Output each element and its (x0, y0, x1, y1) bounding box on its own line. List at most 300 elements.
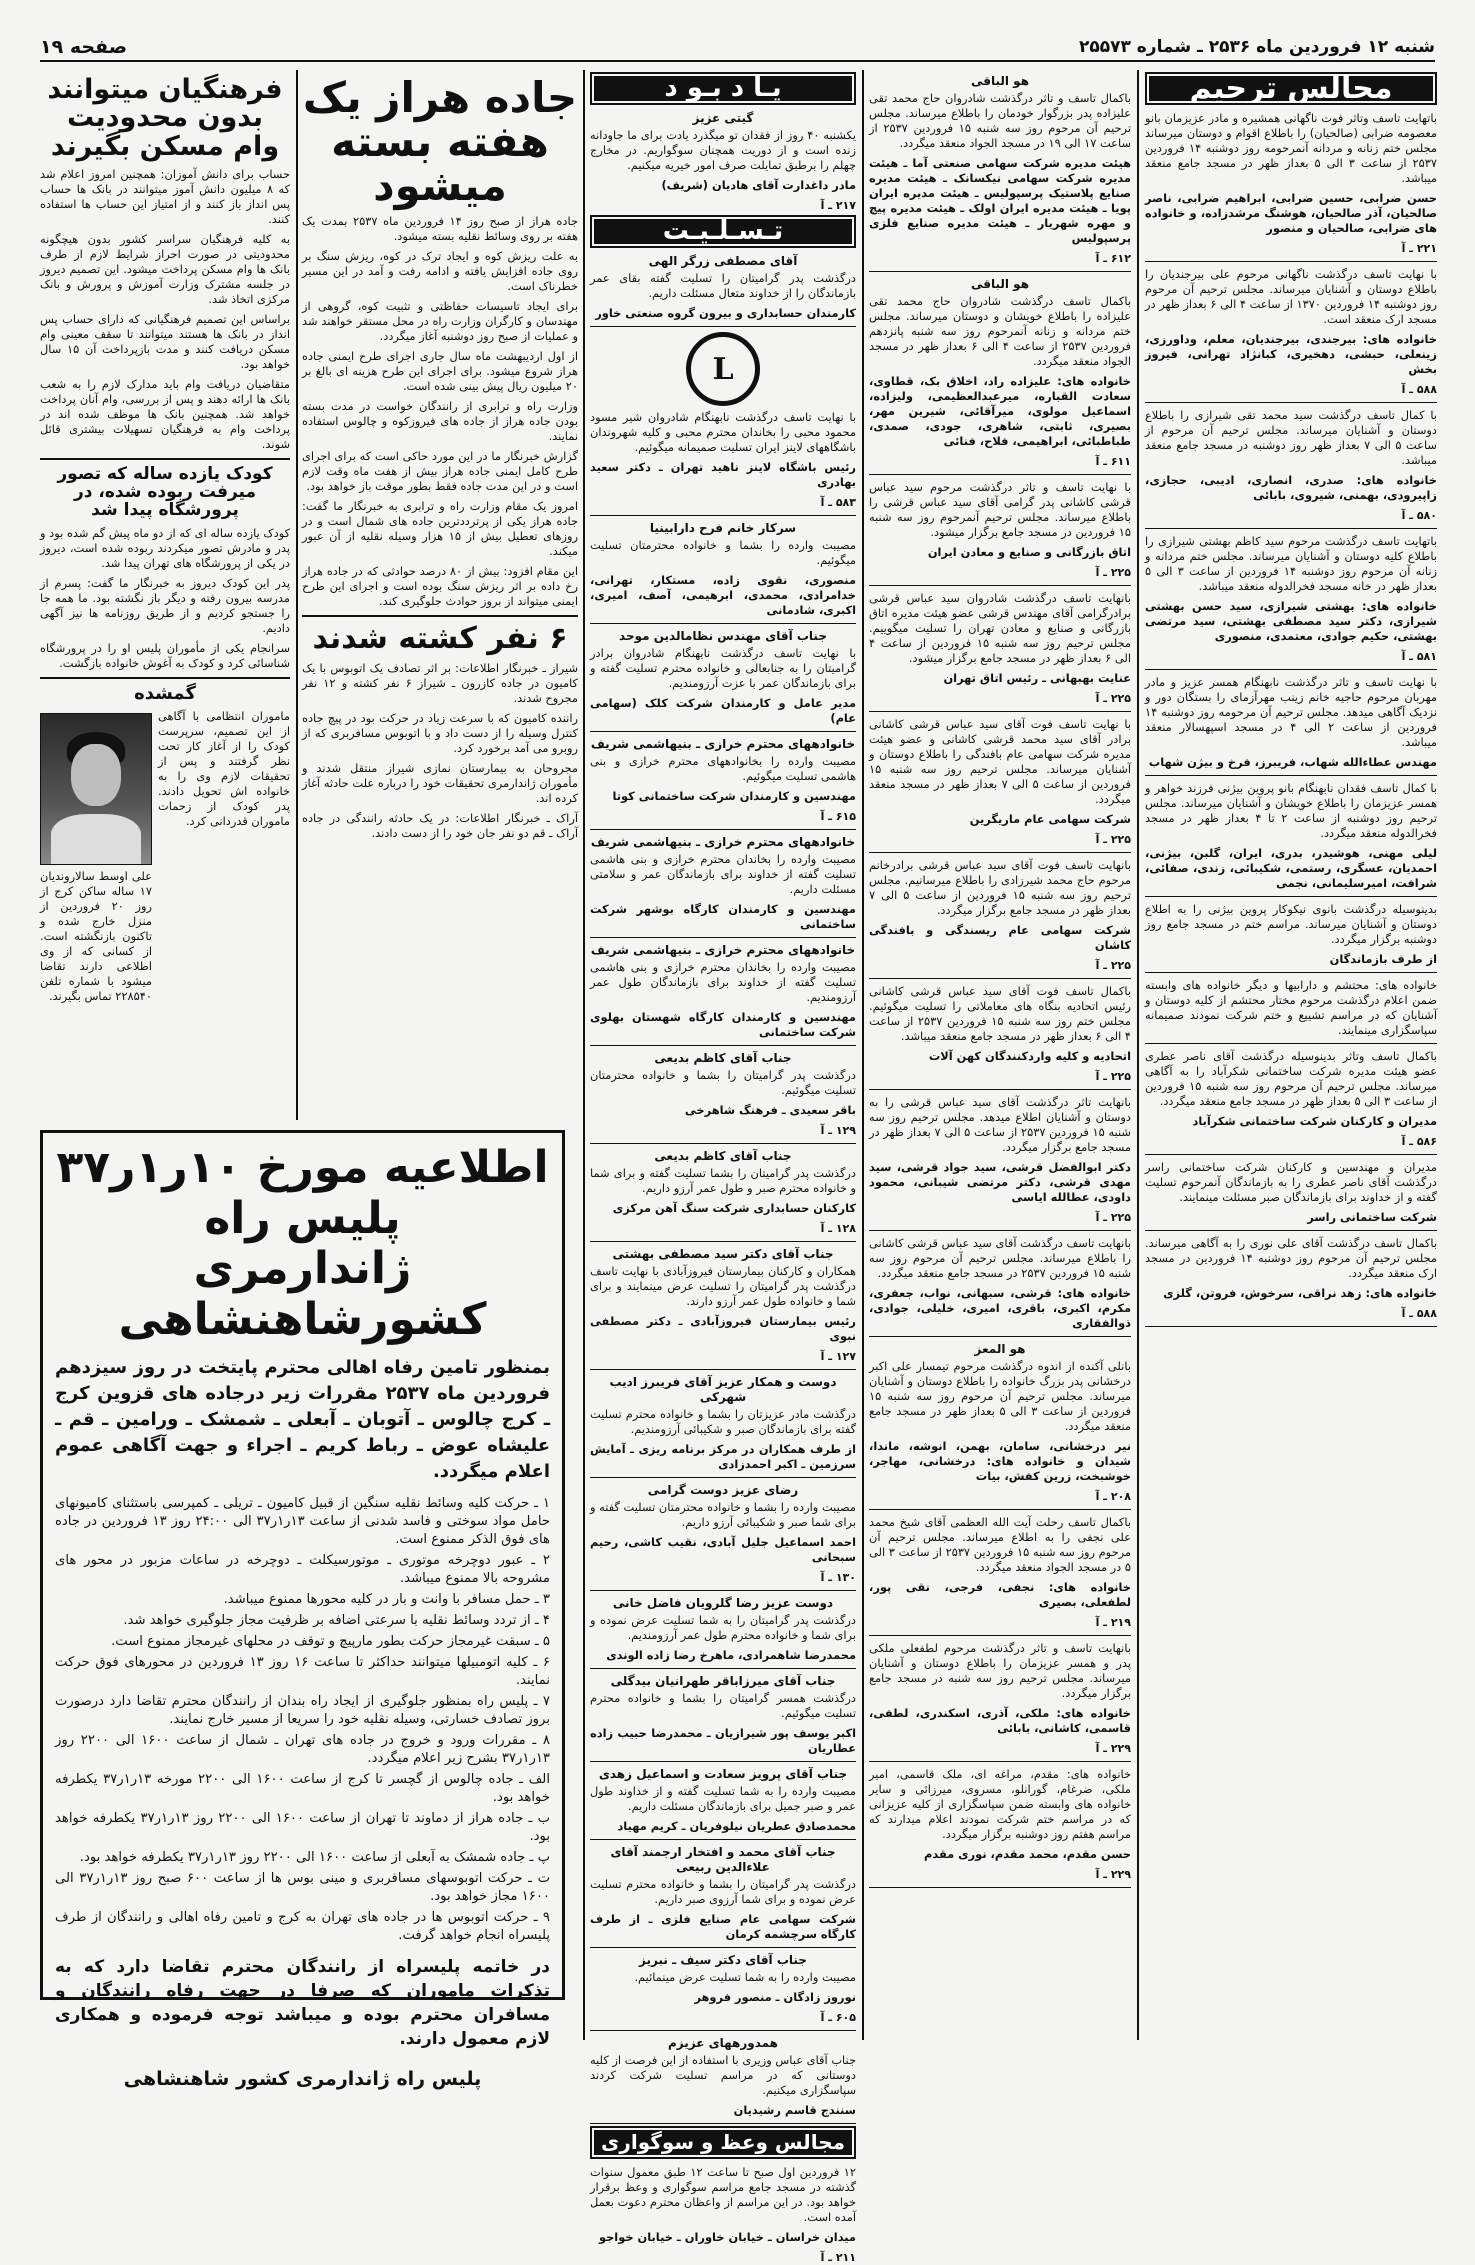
notice-body: ۱۲ فروردین اول صبح تا ساعت ۱۲ طبق معمول سنوات گذشته در مسجد جامع مراسم سوگواری و وعظ برقرار خواهد بود. در این مراسم از واعظان محترم دعوت بعمل آمده است. (590, 2165, 856, 2224)
notice-heading: خانوادههای محترم خرازی ـ بنیهاشمی شریف (590, 835, 856, 849)
notice-signers: میدان خراسان ـ خیابان خاوران ـ خیابان خواجو (598, 2230, 856, 2244)
headline-road-closure: جاده هراز یک هفته بسته میشود (302, 73, 578, 211)
notice-signers: مدیران و کارکنان شرکت ساختمانی شکرآباد (1192, 1114, 1437, 1128)
notice-body: بانهایت تاسف درگذشت شادروان سید عباس قرشی برادرگرامی آقای مهندس قرشی عضو هیئت مدیره اتاق بازرگانی و صنایع و معادن تهران را تسلیت میگوییم. مجلس ترحیم روز سه شنبه ۱۵ فروردین از ساعت ۴ الی ۶ بعداز ظهر در مسجد جامع برگزار میشود. (869, 591, 1132, 665)
notice (1145, 1049, 1437, 1149)
article-paragraph: کودک یازده ساله ای که از دو ماه پیش گم شده بود و پدر و مادرش تصور میکردند ربوده شده است، دیروز در یکی از پرورشگاه های تهران پیدا شد. (40, 525, 290, 570)
missing-person-text: علی اوسط سالاروندیان ۱۷ ساله ساکن کرج از روز ۲۰ فروردین از منزل خارج شده و تاکنون بازنگشته است. از کسانی که از وی اطلاعی دارند تقاضا میشود با شماره تلفن ۲۲۸۵۴۰ تماس بگیرند. (40, 869, 152, 1004)
divider (869, 1887, 1131, 1888)
ad-code: ۱۲۸ ـ آ (820, 1222, 856, 1235)
notice-signers: از طرف بازماندگان (1329, 952, 1437, 966)
divider (590, 1045, 856, 1046)
notice-signers: خانواده های: ملکی، آذری، اسکندری، لطفی، قاسمی، کاشانی، بابائی (869, 1706, 1131, 1735)
article-missing-child (40, 526, 290, 671)
notice (590, 1247, 856, 1364)
notice-signers: سنندج قاسم رشیدیان (733, 2103, 856, 2117)
memorial-notice-list (1145, 111, 1437, 1327)
article-paragraph: ۵ ـ سبقت غیرمجاز حرکت بطور مارپیچ و توقف در محلهای غیرمجاز ممنوع است. (111, 1634, 550, 1650)
notice-signers: عنایت بهبهانی ـ رئیس اتاق تهران (943, 671, 1131, 685)
notice-signers: منصوری، نقوی زاده، مستکار، تهرانی، خدامرادی، محمدی، ابرهیمی، آصف، امیری، اکبری، شادمانی (590, 573, 856, 617)
notice-heading: همدورههای عزیزم (667, 2036, 778, 2050)
notice (590, 737, 856, 824)
notice (869, 1767, 1131, 1882)
article-paragraph: امروز یک مقام وزارت راه و ترابری به خبرنگار ما گفت: جاده هراز یکی از پرترددترین جاده های شمال است و در روزهای تعطیل بیش از ۱۵ هزار وسیله نقلیه از آن عبور میکند. (302, 499, 579, 559)
ad-code: ۶۱۵ ـ آ (820, 810, 856, 823)
notice-signers: شرکت سهامی عام صنایع فلزی ـ از طرف کارگاه سرچشمه کرمان (590, 1912, 856, 1941)
notice-body: با نهایت تاسف فوت آقای سید عباس قرشی کاشانی برادر آقای سید محمد قرشی کاشانی و عضو هیئت مدیره شرکت سهامی عام بافندگی را باطلاع دوستان و آشنایان میرساند. مجلس ترحیم روز سه شنبه ۱۵ فروردین از ساعت ۵ الی ۷ بعداز ظهر در مسجد منعقد میگردد. (869, 717, 1131, 806)
ad-code: ۶۰۵ ـ آ (820, 2011, 856, 2024)
notice-body: مصیبت وارده را بخاندان محترم خرازی و بنی هاشمی تسلیت گفته از خداوند برای بازماندگان عمر و سلامتی مسئلت داریم. (590, 852, 856, 896)
notice-body: بانلی آکنده از اندوه درگذشت مرحوم تیمسار علی اکبر درخشانی پدر بزرگ خانواده را باطلاع دوستان و آشنایان میرساند. مجلس ترحیم آن مرحوم روز سه شنبه ۱۵ فروردین از ساعت ۳ الی ۵ بعداز ظهر در مسجد جامع منعقد میگردد. (869, 1359, 1131, 1433)
page-header (40, 34, 1435, 62)
article-paragraph: ۳ ـ حمل مسافر با وانت و بار در کلیه محورها ممنوع میباشد. (223, 1592, 550, 1608)
notice-signers: اتحادیه و کلیه واردکنندگان کهن آلات (928, 1049, 1131, 1063)
notice-title-line2: ژاندارمری کشورشاهنشاهی (118, 1243, 487, 1345)
divider (869, 1509, 1131, 1510)
notice-body: درگذشت پدر گرامیتان را بشما و خانواده محترمتان تسلیت میگوئیم. (590, 1068, 856, 1097)
notice-signers: لیلی مهنی، هوشیدر، بدری، ایران، گلبن، بیژنی، احمدیان، عسگری، رستمی، شکیبائی، زندی، صفائی، شرافت، امیرسلیمانی، نجمی (1145, 846, 1437, 890)
headline-missing-person: گمشده (134, 682, 196, 704)
notice-signers: خانواده های: زهد نراقی، سرخوش، فروتن، گلزی (1163, 1286, 1437, 1300)
section-title-memorials: مجالس ترحیم (1149, 76, 1433, 101)
notice (1145, 978, 1437, 1038)
notice-signers: نیر درخشانی، سامان، بهمن، انوشه، ماندا، شیدان و خانواده های: درخشانی، مهاجر، خوشبخت، زرین کفش، بیات (869, 1439, 1131, 1483)
notice (1145, 781, 1437, 891)
notice-heading: جناب آقای محمد و افتخار ارجمند آقای علاءالدین ربیعی (610, 1845, 836, 1874)
notice-signers: مهندسین و کارمندان کارگاه شهستان بهلوی شرکت ساختمانی (590, 1010, 856, 1039)
notice-heading: آقای مصطفی زرگر الهی (648, 254, 798, 268)
notice-body: درگذشت پدر گرامیتان را تسلیت گفته بقای عمر بازماندگان را از خداوند متعال مسئلت داریم. (590, 271, 856, 300)
notice-body: یکشنبه ۴۰ روز از فقدان تو میگذرد یادت برای ما جاودانه زنده است و از دوریت همچنان سوگواریم. در مخارج چهلم را برطبق تمایلت صرف امور خیریه میکنیم. (590, 128, 856, 172)
article-paragraph: وزارت راه و ترابری از رانندگان خواست در مدت بسته بودن جاده هراز از جاده های فیروزکوه و چالوس استفاده نمایند. (302, 399, 578, 444)
notice-body: درگذشت مادر عزیزتان را بشما و خانواده محترم تسلیت گفته برای بازماندگان صبر و شکیبائی آرزومندیم. (590, 1407, 856, 1436)
article-paragraph: مجروحان به بیمارستان نمازی شیراز منتقل شدند و مأموران ژاندارمری تحقیقات خود را درباره علت حادثه آغاز کرده اند. (302, 760, 578, 805)
notice-heading: دوست و همکار عزیز آقای فریبرز ادیب شهرکی (609, 1375, 837, 1404)
article-paragraph: ۶ ـ کلیه اتومبیلها میتوانند حداکثر تا ساعت ۱۶ روز ۱۳ فروردین در محورهای فوق حرکت نمایند. (55, 1655, 550, 1689)
divider (1145, 528, 1437, 529)
article-paragraph: ۹ ـ حرکت اتوبوس ها در جاده های تهران به کرج و تامین رفاه اهالی و رانندگان از طرف پلیسراه انجام خواهد گرفت. (55, 1910, 550, 1944)
divider (590, 1761, 856, 1762)
divider (1145, 1043, 1437, 1044)
notice-body: باکمال تاسف درگذشت شادروان حاج محمد تقی علیزاده را باطلاع خویشان و دوستان میرساند. مجلس ختم مردانه و زنانه آنمرحوم روز سه شنبه پانزدهم فروردین ۲۵۳۷ از ساعت ۴ الی ۶ بعداز ظهر در مسجد الجواد منعقد میگردد. (869, 294, 1131, 368)
article-paragraph: براساس این تصمیم فرهنگیانی که دارای حساب پس انداز در بانک ها هستند میتوانند تا سقف معینی وام مسکن دریافت کنند و مدت بازپرداخت آن ۱۵ سال خواهد بود. (40, 312, 290, 372)
divider (1145, 972, 1437, 973)
notice-signers: خانواده های: علیزاده راد، اخلاق بک، قطاوی، سعادت القباره، میرعبدالعظیمی، ولیزاده، اسماعیل مولوی، میرآقائی، شیرین مهر، بصیری، ثابتی، شاهری، جودی، صمدی، طباطبائی، ابراهیمی، فلاح، فنائی (869, 374, 1131, 448)
notice-body: مدیران و مهندسین و کارکنان شرکت ساختمانی راسر درگذشت آقای ناصر عطری را به بازماندگان آنمرحوم تسلیت گفته و از خداوند برای بازماندگان صبر مسئلت مینمایند. (1145, 1160, 1437, 1204)
notice (590, 1953, 856, 2025)
notice-signoff: پلیس راه ژاندارمری کشور شاهنشاهی (123, 2068, 482, 2091)
notice (1145, 1236, 1437, 1321)
notice-body: باکمال تاسف و تاثر درگذشت شادروان حاج محمد تقی علیزاده پدر بزرگوار خودمان را باطلاع میرساند. مجلس ترحیم آن مرحوم روز سه شنبه ۱۵ فروردین ۲۵۳۷ از ساعت ۱۷ الی ۱۹ در مسجد الجواد منعقد میگردد. (869, 91, 1132, 150)
article-paragraph: الف ـ جاده چالوس از گچسر تا کرج از ساعت ۱۶۰۰ الی ۲۲۰۰ مورخه ۱۳ر۱ر۳۷ یکطرفه خواهد بود. (55, 1772, 550, 1806)
divider (869, 271, 1131, 272)
divider (1145, 775, 1437, 776)
notice-signers: دکتر ابوالفضل قرشی، سید جواد قرشی، سید مهدی قرشی، دکتر مرتضی شیبانی، محمود داودی، عطالله ایاسی (869, 1160, 1131, 1204)
notice (1145, 902, 1437, 967)
missing-person-police-note (158, 709, 290, 1009)
notice-heading: هو الباقی (970, 277, 1030, 291)
notice-body: جناب آقای عباس وزیری با استفاده از این فرصت از کلیه دوستانی که در مراسم تسلیت شرکت کردند سپاسگزاری میکنیم. (590, 2053, 856, 2097)
column-rule (862, 70, 864, 2040)
notice-body: مصیبت وارده را بخانوادههای محترم خرازی و بنی هاشمی تسلیت میگوئیم. (590, 754, 856, 783)
notice (590, 1674, 856, 1756)
ad-code: ۶۱۲ ـ آ (1095, 252, 1131, 265)
notice-body: با نهایت تاسف و تاثر درگذشت نابهنگام همسر عزیز و مادر مهربان مرحوم حاجیه خانم زینب مهرآزمای را بستگان دور و نزدیک آگاهی میدهد. مجلس ترحیم آن مرحومه روز دوشنبه ۱۴ فروردین از ساعت ۲ الی ۴ در مسجد اسپهسالار منعقد میباشد. (1145, 675, 1438, 749)
ad-code: ۵۸۸ ـ آ (1401, 1307, 1437, 1320)
article-teacher-loans (40, 167, 290, 452)
notice-body: بدینوسیله درگذشت بانوی نیکوکار پروین بیژنی را به اطلاع دوستان و آشنایان میرساند. مراسم ختم در مسجد جامع روز دوشنبه برگزار میگردد. (1145, 902, 1437, 946)
notice-body: مصیبت وارده را به شما تسلیت عرض مینمائیم. (634, 1970, 856, 1984)
column-news-education (40, 76, 290, 1116)
notice-signers: احمد اسماعیل جلیل آبادی، نقیب کاشی، رحیم سبحانی (590, 1535, 856, 1564)
ad-code: ۶۱۱ ـ آ (1095, 455, 1131, 468)
divider (869, 711, 1131, 712)
condolence-notice-list (590, 254, 856, 2124)
divider (590, 1369, 856, 1370)
notice (869, 984, 1131, 1084)
missing-person-block (40, 709, 290, 1009)
notice-body: خانواده های: مقدم، مراغه ای، ملک قاسمی، امیر ملکی، ضرغام، گورانلو، مسروی، میرزائی و سایر خانواده های وابسته ضمن سپاسگزاری از کلیه عزیزانی که در مراسم ختم شرکت نمودند اعلام میدارند که مراسم هفتم روز دوشنبه برگزار میگردد. (869, 1767, 1131, 1841)
article-paragraph: برای ایجاد تاسیسات حفاظتی و تثبیت کوه، گروهی از مهندسان و کارگران وزارت راه در محل مستقر خواهند شد و عملیات از صبح روز دوشنبه آغاز میگردد. (302, 299, 578, 344)
yadbud-notice (590, 111, 856, 213)
headline-missing-child: کودک یازده ساله که تصور میرفت ربوده شده، در پرورشگاه پیدا شد (57, 464, 273, 520)
missing-person-photo-wrap (40, 709, 152, 1009)
divider (590, 1477, 856, 1478)
notice-body: مصیبت وارده را بخاندان محترم خرازی و بنی هاشمی تسلیت گفته از خداوند برای بازماندگان طول عمر آرزومندیم. (590, 960, 856, 1004)
ad-code: ۲۲۹ ـ آ (1095, 1742, 1131, 1755)
ad-code: ۲۲۵ ـ آ (1095, 692, 1131, 705)
article-paragraph: ب ـ جاده هراز از دماوند تا تهران از ساعت ۱۶۰۰ الی ۲۲۰۰ روز ۱۳ر۱ر۳۷ یکطرفه خواهد بود. (55, 1811, 551, 1845)
article-six-killed (302, 661, 578, 841)
column-rule (1137, 70, 1139, 2040)
notice (1145, 534, 1437, 664)
notice-body: بانهایت تاثر درگذشت آقای سید عباس قرشی را به دوستان و آشنایان اطلاع میدهد. مجلس ترحیم روز سه شنبه ۱۵ فروردین ۲۵۳۷ از ساعت ۵ الی ۷ بعداز ظهر در مسجد جامع برگزار میگردد. (869, 1095, 1131, 1154)
notice-signers: نوروز زادگان ـ منصور فروهر (694, 1990, 856, 2004)
notice-body: مصیبت وارده را بشما و خانواده محترمتان تسلیت گفته و برای شما صبر و شکیبائی آرزو داریم. (590, 1500, 856, 1529)
notice-signers: محمدرضا شاهمرادی، ماهرخ رضا زاده الوندی (606, 1648, 856, 1662)
divider (590, 829, 856, 830)
ad-code: ۲۲۵ ـ آ (1095, 959, 1131, 972)
ad-code: ۵۸۸ ـ آ (1401, 383, 1437, 396)
article-paragraph: این مقام افزود: بیش از ۸۰ درصد حوادثی که در جاده هراز رخ داده بر اثر ریزش سنگ بوده است و اجرای این طرح ایمنی میتواند از بروز حوادث جلوگیری کند. (302, 564, 578, 609)
divider (590, 1241, 856, 1242)
ad-code: ۲۲۵ ـ آ (1095, 1070, 1131, 1083)
lions-emblem: L (686, 332, 760, 406)
column-news-roads (302, 73, 579, 1116)
section-title-condolence: تـسـلـیـت (594, 219, 852, 244)
ad-code: ۲۱۹ ـ آ (1095, 1616, 1131, 1629)
ad-code: ۱۳۰ ـ آ (820, 1571, 856, 1584)
divider (590, 515, 856, 516)
divider (1145, 261, 1437, 262)
article-paragraph: ۴ ـ از تردد وسائط نقلیه با سرعتی اضافه بر ظرفیت مجاز جلوگیری خواهد شد. (123, 1613, 550, 1629)
notice-body: با نهایت تاسف درگذشت ناگهانی مرحوم علی بیرجندیان را باطلاع دوستان و آشنایان میرساند. مجلس ترحیم آن مرحوم روز دوشنبه ۱۴ فروردین ۱۳۷۰ از ساعت ۴ الی ۶ بعداز ظهر در مسجد ارک منعقد است. (1145, 267, 1437, 326)
ad-code: ۱۲۷ ـ آ (820, 1350, 856, 1363)
notice-body: همکاران و کارکنان بیمارستان فیروزآبادی با نهایت تاسف درگذشت پدر گرامیتان را تسلیت عرض مینمایند و برای شما و خانواده طول عمر آرزو دارند. (590, 1264, 856, 1308)
article-paragraph: متقاضیان دریافت وام باید مدارک لازم را به شعب بانک ها ارائه دهند و پس از بررسی، وام آنان پرداخت خواهد شد. همچنین بانک ها موظف شده اند در پرداخت وام به فرهنگیان تسهیلات بیشتری قائل شوند. (40, 377, 290, 452)
ad-code: ۲۲۵ ـ آ (1095, 566, 1131, 579)
divider (869, 1761, 1131, 1762)
notice (869, 1236, 1131, 1331)
notice-signers: حسن مقدم، محمد مقدم، نوری مقدم (924, 1847, 1131, 1861)
notice-signers: خانواده های: نجفی، فرجی، نقی پور، لطفعلی، بصیری (869, 1580, 1131, 1609)
column-rule (583, 70, 585, 2040)
notice-body: مصیبت وارده را به شما تسلیت گفته و از خداوند طول عمر و صبر جمیل برای بازماندگان مسئلت داریم. (590, 1784, 856, 1813)
notice-heading: خانوادههای محترم خرازی ـ بنیهاشمی شریف (590, 943, 856, 957)
notice-heading: جناب آقای کاظم بدیعی (654, 1149, 792, 1163)
article-paragraph: آراک ـ خبرنگار اطلاعات: در یک حادثه رانندگی در جاده آراک ـ قم دو نفر جان خود را از دست دادند. (302, 810, 578, 840)
notice-signers: از طرف همکاران در مرکز برنامه ریزی ـ آمایش سرزمین ـ اکبر احمدزادی (590, 1442, 856, 1471)
notice (869, 277, 1131, 469)
notice-body: با نهایت تاسف درگذشت نابهنگام شادروان شیر مسود محمود محبی را بخاندان محترم محبی و کلیه شهروندان باشگاههای لاینز ایران تسلیت صمیمانه میگوئیم. (590, 410, 856, 454)
notice (869, 858, 1131, 973)
notice-signers: اکبر یوسف پور شیرازیان ـ محمدرضا حبیب زاده عطاریان (590, 1726, 856, 1755)
notice (590, 1845, 856, 1942)
notice-body: باکمال تاسف رحلت آیت الله العظمی آقای شیخ محمد علی نجفی را به اطلاع میرساند. مجلس ترحیم آن مرحوم روز سه شنبه ۱۵ فروردین ۲۵۳۷ از ساعت ۳ الی ۵ در مسجد الجواد منعقد میگردد. (869, 1515, 1131, 1574)
notice-heading: گیتی عزیز (692, 111, 754, 125)
divider (1145, 896, 1437, 897)
ad-code: ۲۲۵ ـ آ (1095, 833, 1131, 846)
ad-code: ۵۸۰ ـ آ (1401, 509, 1437, 522)
notice-signers: مهندسین و کارمندان کارگاه بوشهر شرکت ساختمانی (590, 902, 856, 931)
notice (590, 1051, 856, 1138)
notice-lead: بمنظور تامین رفاه اهالی محترم پایتخت در روز سیزدهم فروردین ماه ۲۵۳۷ مقررات زیر درجاده های قزوین کرج ـ کرج چالوس ـ آتوبان ـ آبعلی ـ شمشک ـ ورامین ـ قم ـ علیشاه عوض ـ رباط کریم ـ اجراء و جهت آگاهی عموم اعلام میگردد. (55, 1357, 550, 1483)
article-paragraph: ت ـ حرکت اتوبوسهای مسافربری و مینی بوس ها از ساعت ۶۰۰ صبح روز ۱۳ر۱ر۳۷ الی ۱۶۰۰ مجاز خواهد بود. (55, 1871, 550, 1905)
notice (869, 717, 1131, 847)
notice-signers: اتاق بازرگانی و صنایع و معادن ایران (927, 545, 1131, 559)
divider (590, 2123, 856, 2124)
issue-date: شنبه ۱۲ فروردین ماه ۲۵۳۶ ـ شماره ۲۵۵۷۳ (1078, 37, 1435, 57)
divider (1145, 402, 1437, 403)
column-rule (296, 70, 298, 1120)
article-paragraph: حساب برای دانش آموزان: همچنین امروز اعلام شد که ۸ میلیون دانش آموز میتوانند در بانک ها حساب پس انداز باز کنند و از امتیاز این حساب ها استفاده کنند. (40, 167, 291, 227)
notice-signers: هیئت مدیره شرکت سهامی صنعتی آما ـ هیئت مدیره شرکت سهامی نیکسانک ـ هیئت مدیره صنایع پلاستیک پرسپولیس ـ هیئت مدیره ایران پویا ـ هیئت مدیره ایران اولک ـ هیئت مدیره پیچ و مهره شهریار ـ هیئت مدیره صنایع فلزی پرسپولیس (869, 156, 1131, 245)
notice-signers: مهندسین و کارمندان شرکت ساختمانی کوتا (612, 789, 856, 803)
section-title-yadbud: یـا د بـو د (594, 76, 852, 101)
notice (1145, 267, 1437, 397)
notice-signers: مادر داغدارت آقای هادیان (شریف) (661, 178, 856, 192)
article-paragraph: شیراز ـ خبرنگار اطلاعات: بر اثر تصادف یک اتوبوس با یک کامیون در جاده کازرون ـ شیراز ۶ نفر کشته و ۱۲ نفر مجروح شدند. (302, 660, 578, 705)
divider (869, 1336, 1131, 1337)
headline-six-killed: ۶ نفر کشته شدند (312, 621, 568, 657)
notice-body: با نهایت تاسف درگذشت نابهنگام شادروان برادر گرامیتان را به جنابعالی و خانواده محترم تسلیت گفته و برای بازماندگان عمر با عزت آرزومندیم. (590, 646, 856, 690)
notice-body: باتهایت تاسف وتاثر فوت ناگهانی همشیره و مادر عزیزمان بانو معصومه ضرابی (صالحیان) را باطلاع اقوام و دوستان میرساند مجلس ختم زنانه و مردانه آنمرحومه روز دوشنبه ۱۴ فروردین ۲۵۳۷ از ساعت ۳ الی ۵ بعداز ظهر در مسجد جامع منعقد میباشد. (1145, 111, 1437, 185)
notice-heading: جناب آقای دکتر سیف ـ نبریز (639, 1953, 807, 1967)
notice-body: بانهایت تاسف فوت آقای سید عباس قرشی برادرخانم مرحوم حاج محمد شیرزادی را باطلاع میرسانیم. مجلس ترحیم روز سه شنبه ۱۵ فروردین از ساعت ۵ الی ۷ بعداز ظهر در مسجد جامع برگزار میگردد. (869, 858, 1131, 917)
ad-code: ۵۸۱ ـ آ (1401, 650, 1437, 663)
divider (590, 1947, 856, 1948)
divider (869, 852, 1131, 853)
notice-signers: خانواده های: قرشی، سبهانی، نواب، جعفری، مکرم، اکبری، باقری، امیری، خلیلی، جوادی، ذوالفقاری (869, 1286, 1131, 1330)
notice (590, 410, 856, 510)
article-paragraph: سرانجام یکی از مأموران پلیس او را در پرورشگاه شناسائی کرد و کودک به آغوش خانواده بازگشت. (40, 640, 290, 670)
notice-body: مصیبت وارده را بشما و خانواده محترمتان تسلیت میگوئیم. (590, 538, 856, 567)
column-memorials (1145, 70, 1437, 2030)
notice-body: درگذشت پدر گرامیتان را بشما تسلیت گفته و برای شما و خانواده محترم صبر و طول عمر آرزو داریم. (590, 1166, 856, 1195)
column-condolences (590, 70, 856, 2264)
notice (590, 521, 856, 618)
divider (1145, 1230, 1437, 1231)
divider (590, 1143, 856, 1144)
column-memorials-2 (869, 70, 1131, 2030)
notice-signers: حسن ضرابی، حسین ضرابی، ابراهیم ضرابی، ناصر صالحیان، آذر صالحیان، هوشنگ مرشدزاده، و خانواده های ضرابی، صالحیان و منصور (1145, 191, 1437, 235)
notice-signers: مهندس عطاءالله شهاب، فریبرز، فرخ و بیژن شهاب (1148, 755, 1437, 769)
notice-heading: جناب آقای کاظم بدیعی (654, 1051, 792, 1065)
notice-signers: باقر سعیدی ـ فرهنگ شاهرخی (684, 1103, 856, 1117)
notice (869, 1515, 1131, 1630)
notice-heading: هو الباقی (970, 74, 1030, 88)
notice (590, 1483, 856, 1585)
notice-signers: خانواده های: بیرجندی، بیرجندیان، معلم، وداورزی، زینعلی، حبشی، دهخیری، کبانژاد تهرانی، فیروز بخش (1145, 332, 1437, 376)
notice (1145, 1160, 1437, 1225)
ad-code: ۲۱۱ ـ آ (820, 2251, 856, 2264)
notice-signers: کارمندان حسابداری و بیرون گروه صنعتی خاور (595, 306, 856, 320)
divider (1145, 1154, 1437, 1155)
notice-signers: شرکت ساختمانی راسر (1307, 1210, 1437, 1224)
notice-body: باکمال تاسف درگذشت آقای علی نوری را به آگاهی میرساند. مجلس ترحیم آن مرحوم روز دوشنبه ۱۴ فروردین در مسجد ارک منعقد میگردد. (1145, 1236, 1437, 1280)
divider (40, 458, 290, 460)
notice (869, 591, 1131, 706)
notice-body: بانهایت تاسف درگذشت آقای سید عباس قرشی کاشانی را باطلاع میرساند. مجلس ترحیم آن مرحوم روز سه شنبه ۱۵ فروردین ۲۵۳۷ در مسجد جامع منعقد میگردد. (869, 1236, 1131, 1280)
notice-signers: مدیر عامل و کارمندان شرکت کلک (سهامی عام) (590, 696, 856, 725)
notice-body: باکمال تاسف فوت آقای سید عباس قرشی کاشانی رئیس اتحادیه بنگاه های معاملاتی را تسلیت میگوئیم. مجلس ختم روز سه شنبه ۱۵ فروردین ۲۵۳۷ از ساعت ۴ الی ۶ بعداز ظهر در مسجد جامع منعقد میباشد. (869, 984, 1132, 1043)
notice-heading: جناب آقای دکتر سید مصطفی بهشتی (612, 1247, 834, 1261)
police-note-text: ماموران انتظامی با آگاهی از این تصمیم، سرپرست کودک را از آغاز کار تحت نظر گرفتند و پس از تحقیقات لازم وی را به خانواده اش تحویل دادند. پدر کودک از زحمات ماموران قدردانی کرد. (158, 709, 290, 829)
notice-signers: کارکنان حسابداری شرکت سنگ آهن مرکزی (612, 1201, 856, 1215)
divider (590, 1839, 856, 1840)
ad-code: ۲۰۸ ـ آ (1095, 1490, 1131, 1503)
notice-body: باکمال تاسف وتاثر بدینوسیله درگذشت آقای ناصر عطری عضو هیئت مدیره شرکت ساختمانی شکرآباد را به آگاهی میرساند. مجلس ترحیم آن مرحوم روز سه شنبه ۱۵ فروردین از ساعت ۳ الی ۵ بعداز ظهر در مسجد جامع منعقد میگردد. (1145, 1049, 1437, 1108)
headline-teacher-loans: فرهنگیان میتوانند بدون محدودیت وام مسکن بگیرند (47, 74, 283, 162)
notice-signers: رئیس بیمارستان فیروزآبادی ـ دکتر مصطفی نبوی (590, 1314, 856, 1343)
ad-code: ۲۱۷ ـ آ (820, 199, 856, 212)
ad-code: ۵۸۳ ـ آ (820, 496, 856, 509)
article-paragraph: از اول اردیبهشت ماه سال جاری اجرای طرح ایمنی جاده هراز شروع میشود. برای اجرای این طرح هزینه ای بالغ بر ۲۰ میلیون ریال پیش بینی شده است. (302, 349, 578, 394)
article-paragraph: پدر این کودک دیروز به خبرنگار ما گفت: پسرم از مدرسه بیرون رفته و دیگر باز نگشته بود. ما همه جا را جستجو کردیم و از طریق روزنامه ها نیز آگهی دادیم. (40, 575, 290, 635)
notice (869, 1641, 1131, 1756)
notice (1145, 111, 1437, 256)
notice-footer: در خاتمه پلیسراه از رانندگان محترم تقاضا دارد که به تذکرات ماموران که صرفا در جهت رفاه رانندگان و مسافران محترم بوده و میباشد توجه فرموده و همکاری لازم معمول دارند. (55, 1957, 550, 2050)
ad-code: ۱۲۹ ـ آ (820, 1124, 856, 1137)
divider (590, 2030, 856, 2031)
divider (590, 937, 856, 938)
notice (1145, 675, 1437, 770)
notice (869, 74, 1131, 266)
notice-body: درگذشت پدر گرامیتان را بشما و خانواده محترم تسلیت عرض نموده و برای شما آرزوی صبر داریم. (590, 1877, 856, 1906)
police-road-notice (40, 1130, 565, 2091)
page-number: صفحه ۱۹ (40, 36, 128, 58)
notice (869, 480, 1131, 580)
ad-code: ۲۲۹ ـ آ (1095, 1868, 1131, 1881)
ad-code: ۲۲۵ ـ آ (1095, 1211, 1131, 1224)
notice-signers: شرکت سهامی عام ماریگرین (969, 812, 1131, 826)
divider (869, 1089, 1131, 1090)
ad-code: ۲۲۱ ـ آ (1401, 242, 1437, 255)
notice (590, 1149, 856, 1236)
notice (590, 629, 856, 726)
divider (40, 677, 290, 679)
notice-body: درگذشت پدر گرامیتان را به شما تسلیت عرض نموده و برای شما و خانواده محترم طول عمر آرزومندیم. (590, 1613, 856, 1642)
notice (869, 1342, 1131, 1504)
notice-signers: خانواده های: صدری، انصاری، ادیبی، حجازی، زاپیرودی، بهمنی، شیروی، بابائی (1145, 473, 1437, 502)
photo-face (71, 744, 121, 806)
article-paragraph: جاده هراز از صبح روز ۱۴ فروردین ماه ۲۵۳۷ بمدت یک هفته بر روی وسائط نقلیه بسته میشود. (302, 214, 578, 244)
notice-body: با نهایت تاسف و تاثر درگذشت مرحوم سید عباس قرشی کاشانی پدر گرامی آقای سید عباس قرشی را باطلاع میرساند. مجلس ترحیم آنمرحوم روز سه شنبه ۱۵ فروردین در مسجد جامع برگزار میشود. (869, 480, 1131, 539)
notice-heading: هو المعز (974, 1342, 1026, 1356)
section-title-sermons: مجالس وعظ و سوگواری (594, 2130, 852, 2155)
divider (1145, 1326, 1437, 1327)
notice-heading: خانوادههای محترم خرازی ـ بنیهاشمی شریف (590, 737, 856, 751)
notice-heading: جناب آقای میرزاباقر طهرانیان بیدگلی (610, 1674, 836, 1688)
divider (869, 474, 1131, 475)
article-paragraph: ۸ ـ مقررات ورود و خروج در جاده های تهران ـ شمال از ساعت ۱۶۰۰ الی ۲۲۰۰ روز ۱۳ر۱ر۳۷ بشرح زیر اعلام میگردد. (55, 1733, 550, 1767)
notice (590, 254, 856, 321)
notice-signers: رئیس باشگاه لاینز ناهید تهران ـ دکتر سعید بهادری (590, 460, 856, 489)
notice (590, 2036, 856, 2118)
notice (590, 943, 856, 1040)
divider (590, 623, 856, 624)
notice (1145, 408, 1437, 523)
memorial-notice-list-2 (869, 74, 1131, 1888)
notice-signers: شرکت سهامی عام ریسندگی و بافندگی کاشان (869, 923, 1131, 952)
notice-body: بانهایت تاسف و تاثر درگذشت مرحوم لطفعلی ملکی پدر و همسر عزیزمان را باطلاع دوستان و آشنایان میرساند. مجلس ترحیم روز سه شنبه در مسجد جامع برگزار میگردد. (869, 1641, 1131, 1700)
article-paragraph: ۲ ـ عبور دوچرخه موتوری ـ موتورسیکلت ـ دوچرخه در ساعات مزبور در محور های مشروحه بالا ممنوع میباشد. (55, 1553, 550, 1587)
article-road-closure (302, 214, 578, 609)
divider (869, 1230, 1131, 1231)
notice (869, 1095, 1131, 1225)
notice-body: خانواده های: محتشم و دارابیها و دیگر خانواده های وابسته ضمن اعلام درگذشت مرحوم مختار محتشم از کلیه دوستان و آشنایان که در مراسم تشییع و ختم شرکت نمودند صمیمانه سپاسگزاری مینمایند. (1145, 978, 1437, 1037)
notice (590, 1767, 856, 1834)
notice-heading: جناب آقای پرویز سعادت و اسماعیل زهدی (598, 1767, 848, 1781)
missing-person-photo (40, 713, 152, 865)
article-paragraph: راننده کامیون که با سرعت زیاد در حرکت بود در پیچ جاده کنترل وسیله را از دست داد و با اتوبوس مسافربری که از روبرو می آمد برخورد کرد. (302, 710, 578, 755)
article-paragraph: ۷ ـ پلیس راه بمنظور جلوگیری از ایجاد راه بندان از رانندگان محترم تقاضا دارد درصورت بروز تصادف خسارتی، وسیله نقلیه خود را سریعا از مسیر خارج نمایند. (55, 1694, 550, 1728)
ad-code: ۵۸۶ ـ آ (1401, 1135, 1437, 1148)
photo-shirt (51, 814, 141, 864)
notice-body: با کمال تاسف فقدان نابهنگام بانو پروین بیژنی فرزند خواهر و همسر عزیزمان را باطلاع خویشان و آشنایان میرساند. مجلس ترحیم روز دوشنبه از ساعت ۲ تا ۴ بعداز ظهر در مسجد فخرالدوله منعقد میگردد. (1145, 781, 1438, 840)
notice (590, 1375, 856, 1472)
article-paragraph: به کلیه فرهنگیان سراسر کشور بدون هیچگونه محدودیتی در صورت احراز شرایط لازم از طرف بانک ها وام مسکن پرداخت میشود. این تصمیم دیروز در جلسه مشترک وزارت آموزش و پرورش و بانک مرکزی اتخاذ شد. (40, 232, 290, 307)
notice-rules (55, 1495, 550, 1945)
notice-heading: دوست عزیز رضا گلرویان فاضل خانی (612, 1596, 834, 1610)
notice-signers: خانواده های: بهشتی شیرازی، سید حسن بهشتی شیرازی، دکتر سید مصطفی بهشتی، سید مرتضی بهشتی، حکیم جوادی، معتمدی، منصوری (1145, 599, 1437, 643)
notice-body: درگذشت همسر گرامیتان را بشما و خانواده محترم تسلیت میگوئیم. (590, 1691, 856, 1720)
notice-body: باتهایت تاسف درگذشت مرحوم سید کاظم بهشتی شیرازی را باطلاع کلیه دوستان و آشنایان میرساند. مجلس ختم مردانه و زنانه آن مرحوم روز دوشنبه ۱۴ فروردین از ساعت ۳ الی ۵ بعداز ظهر در خانه مسجد فخرالدوله منعقد میباشد. (1145, 534, 1438, 593)
divider (869, 978, 1131, 979)
divider (590, 326, 856, 327)
sermon-notice (590, 2165, 856, 2265)
notice (590, 835, 856, 932)
divider (590, 731, 856, 732)
divider (302, 615, 578, 617)
notice-heading: جناب آقای مهندس نظامالدین موحد (619, 629, 827, 643)
notice-heading: سرکار خانم فرح دارابینیا (649, 521, 797, 535)
article-paragraph: به علت ریزش کوه و ایجاد ترک در کوه، ریزش سنگ بر روی جاده افزایش یافته و ادامه رفت و آمد در این مسیر خطرناک است. (302, 249, 578, 294)
divider (1145, 669, 1437, 670)
divider (590, 1590, 856, 1591)
article-paragraph: پ ـ جاده شمشک به آبعلی از ساعت ۱۶۰۰ الی ۲۲۰۰ روز ۱۳ر۱ر۳۷ یکطرفه خواهد بود. (79, 1850, 550, 1866)
divider (869, 585, 1131, 586)
divider (590, 1668, 856, 1669)
notice-signers: محمدصادق عطریان نیلوفریان ـ کریم مهیاد (617, 1819, 856, 1833)
article-paragraph: گزارش خبرنگار ما در این مورد حاکی است که برای اجرای طرح کامل ایمنی جاده هراز بیش از هفت ماه وقت لازم است و در این مدت جاده فقط بطور موقت باز خواهد بود. (302, 449, 578, 494)
notice-title-line1: اطلاعیه مورخ ۱۰ر۱ر۳۷ پلیس راه (56, 1142, 549, 1244)
notice-body: با کمال تاسف درگذشت سید محمد تقی شیرازی را باطلاع دوستان و آشنایان میرساند. مجلس ترحیم آن مرحوم از ساعت ۵ الی ۷ بعداز ظهر روز دوشنبه در مسجد جامع منعقد میباشد. (1145, 408, 1437, 467)
article-paragraph: ۱ ـ حرکت کلیه وسائط نقلیه سنگین از قبیل کامیون ـ تریلی ـ کمپرسی باستثنای کامیونهای حامل مواد سوختی و فاسد شدنی از ساعت ۱۳ر۱ر۳۷ الی ۲۴:۰۰ روز ۱۳ فروردین در جاده های فوق الذکر ممنوع است. (55, 1496, 551, 1548)
notice-heading: رضای عزیز دوست گرامی (647, 1483, 799, 1497)
notice (590, 1596, 856, 1663)
divider (869, 1635, 1131, 1636)
